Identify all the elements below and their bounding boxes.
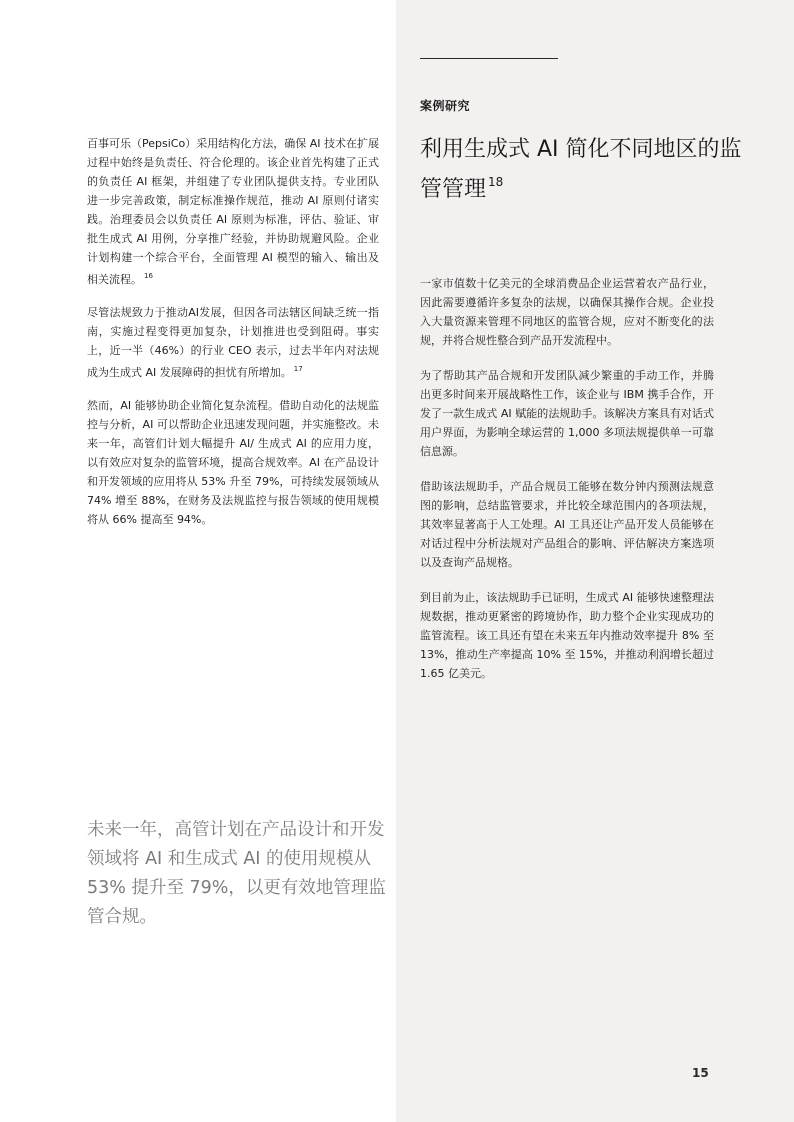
main-paragraph-text: 尽管法规致力于推动AI发展，但因各司法辖区间缺乏统一指南，实施过程变得更加复杂，计划推进也受到阻碍。事实上，近一半（46%）的行业 CEO 表示，过去半年内对法规成为生成式 AI 发展障碍的担忧有所增加。 xyxy=(87,306,379,379)
main-paragraph xyxy=(87,303,379,382)
main-paragraph-text: 百事可乐（PepsiCo）采用结构化方法，确保 AI 技术在扩展过程中始终是负责任、符合伦理的。该企业首先构建了正式的负责任 AI 框架，并组建了专业团队提供支持。专业团队进一步完善政策，制定标准操作规范，推动 AI 原则付诸实践。治理委员会以负责任 AI 原则为标准，评估、验证、审批生成式 AI 用例，分享推广经验，并协助规避风险。企业计划构建一个综合平台，全面管理 AI 模型的输入、输出及相关流程。 xyxy=(87,137,379,286)
case-study-paragraph: 一家市值数十亿美元的全球消费品企业运营着农产品行业，因此需要遵循许多复杂的法规，以确保其操作合规。企业投入大量资源来管理不同地区的监管合规，应对不断变化的法规，并将合规性整合到产品开发流程中。 xyxy=(420,277,714,347)
case-study-title-footnote: 18 xyxy=(488,175,504,189)
case-study-text-column xyxy=(420,274,714,699)
case-study-paragraph: 到目前为止，该法规助手已证明，生成式 AI 能够快速整理法规数据，推动更紧密的跨境协作，助力整个企业实现成功的监管流程。该工具还有望在未来五年内推动效率提升 8% 至 13%，推动生产率提高 10% 至 15%，并推动利润增长超过 1.65 亿美元。 xyxy=(420,591,714,680)
pull-quote: 未来一年，高管计划在产品设计和开发领域将 AI 和生成式 AI 的使用规模从 53% 提升至 79%，以更有效地管理监管合规。 xyxy=(87,820,386,927)
footnote-ref: 17 xyxy=(293,365,303,373)
case-study-title xyxy=(420,134,760,206)
main-paragraph-text: 然而，AI 能够协助企业简化复杂流程。借助自动化的法规监控与分析，AI 可以帮助企业迅速发现问题，并实施整改。未来一年，高管们计划大幅提升 AI/ 生成式 AI 的应用力度，以有效应对复杂的监管环境，提高合规效率。AI 在产品设计和开发领域的应用将从 53% 升至 79%，可持续发展领域从 74% 增至 88%，在财务及法规监控与报告领域的使用规模将从 66% 提高至 94%。 xyxy=(87,399,379,526)
footnote-ref: 16 xyxy=(144,272,153,280)
case-study-rule xyxy=(420,58,558,59)
case-study-paragraph: 借助该法规助手，产品合规员工能够在数分钟内预测法规意图的影响，总结监管要求，并比较全球范围内的各项法规，其效率显著高于人工处理。AI 工具还让产品开发人员能够在对话过程中分析法规对产品组合的影响、评估解决方案选项以及查询产品规格。 xyxy=(420,480,714,569)
case-study-title-text: 利用生成式 AI 简化不同地区的监管管理 xyxy=(420,137,742,202)
main-paragraph xyxy=(87,396,379,529)
case-study-label: 案例研究 xyxy=(420,99,471,113)
page-number: 15 xyxy=(692,1066,709,1080)
main-text-column xyxy=(87,134,379,543)
case-study-paragraph: 为了帮助其产品合规和开发团队减少繁重的手动工作，并腾出更多时间来开展战略性工作，该企业与 IBM 携手合作，开发了一款生成式 AI 赋能的法规助手。该解决方案具有对话式用户界面，为影响全球运营的 1,000 多项法规提供单一可靠信息源。 xyxy=(420,369,714,458)
main-paragraph xyxy=(87,134,379,289)
